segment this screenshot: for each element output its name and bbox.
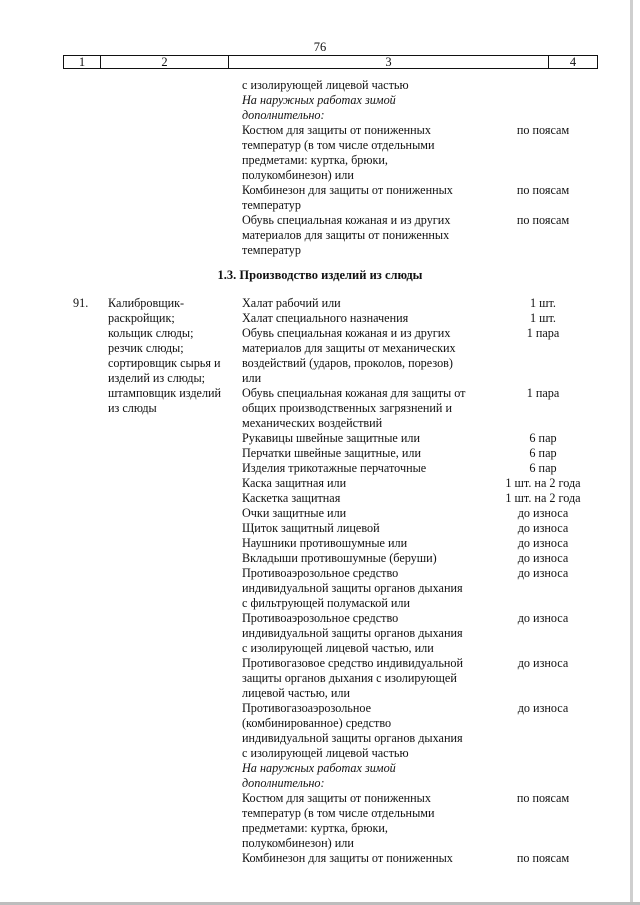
item-text-line: общих производственных загрязнений и [242,401,453,415]
item-text-line: полукомбинезон) или [242,836,354,850]
item-text-line: Каска защитная или [242,476,347,490]
item-text-line: Перчатки швейные защитные, или [242,446,422,460]
item-text-line: Противогазовое средство индивидуальной [242,656,464,670]
item-text-line: температур [242,243,301,257]
item-quantity: по поясам [516,851,570,865]
item-quantity: 6 пар [529,431,557,445]
item-text-line: На наружных работах зимой [242,93,396,107]
entry-number: 91. [73,296,89,310]
item-quantity: по поясам [516,791,570,805]
profession-line: кольщик слюды; [108,326,194,340]
item-text-line: Комбинезон для защиты от пониженных [242,183,453,197]
item-text-line: Противоаэрозольное средство [242,611,399,625]
item-text-line: с фильтрующей полумаской или [242,596,411,610]
header-col-4: 4 [569,55,577,69]
item-text-line: На наружных работах зимой [242,761,396,775]
item-quantity: до износа [517,536,569,550]
profession-line: Калибровщик- [108,296,185,310]
item-quantity: 1 пара [526,326,560,340]
item-text-line: материалов для защиты от пониженных [242,228,450,242]
profession-line: из слюды [108,401,157,415]
item-text-line: индивидуальной защиты органов дыхания [242,581,463,595]
profession-list [108,296,221,416]
item-text-line: Наушники противошумные или [242,536,408,550]
item-text-line: Изделия трикотажные перчаточные [242,461,427,475]
item-text-line: индивидуальной защиты органов дыхания [242,626,463,640]
item-text-line: температур [242,198,301,212]
item-quantity: 1 шт. на 2 года [505,476,581,490]
item-quantity: 1 шт. [530,296,556,310]
profession-line: сортировщик сырья и [108,356,221,370]
item-quantity: 6 пар [529,446,557,460]
item-quantity: 1 пара [526,386,560,400]
item-text-line: с изолирующей лицевой частью, или [242,641,434,655]
item-text-line: механических воздействий [242,416,383,430]
item-text-line: Щиток защитный лицевой [242,521,380,535]
item-text-line: Очки защитные или [242,506,347,520]
item-text-line: Рукавицы швейные защитные или [242,431,420,445]
item-quantity: 1 шт. на 2 года [505,491,581,505]
header-col-3: 3 [229,56,549,68]
item-quantity: до износа [517,566,569,580]
scan-edge [630,0,633,905]
item-text-line: с изолирующей лицевой частью [242,746,409,760]
profession-line: раскройщик; [108,311,175,325]
item-text-line: Обувь специальная кожаная и из других [242,326,451,340]
item-text-line: Обувь специальная кожаная для защиты от [242,386,466,400]
item-quantity: до износа [517,506,569,520]
item-text-line: Халат специального назначения [242,311,409,325]
item-text-line: Халат рабочий или [242,296,341,310]
item-quantity: по поясам [516,183,570,197]
item-text-line: предметами: куртка, брюки, [242,821,388,835]
item-text-line: Противоаэрозольное средство [242,566,399,580]
item-text-line: лицевой частью, или [242,686,351,700]
item-text-line: температур (в том числе отдельными [242,806,435,820]
item-quantity: до износа [517,611,569,625]
item-text-line: температур (в том числе отдельными [242,138,435,152]
item-quantity: 1 шт. [530,311,556,325]
item-text-line: (комбинированное) средство [242,716,392,730]
item-text-line: Вкладыши противошумные (беруши) [242,551,437,565]
profession-line: резчик слюды; [108,341,184,355]
item-text-line: воздействий (ударов, проколов, порезов) [242,356,453,370]
item-text-line: Костюм для защиты от пониженных [242,791,431,805]
item-text-line: защиты органов дыхания с изолирующей [242,671,457,685]
item-quantity: до износа [517,551,569,565]
item-text-line: или [242,371,262,385]
header-col-1: 1 [64,56,101,68]
item-quantity: по поясам [516,123,570,137]
item-text-line: с изолирующей лицевой частью [242,78,409,92]
item-text-line: Обувь специальная кожаная и из других [242,213,451,227]
item-quantity: до износа [517,521,569,535]
item-text-line: индивидуальной защиты органов дыхания [242,731,463,745]
profession-line: штамповщик изделий [108,386,222,400]
page-number: 76 [313,40,327,54]
item-text-line: дополнительно: [242,776,325,790]
header-col-2: 2 [101,56,229,68]
item-text-line: материалов для защиты от механических [242,341,456,355]
item-text-line: Каскетка защитная [242,491,341,505]
item-text-line: полукомбинезон) или [242,168,354,182]
item-quantity: по поясам [516,213,570,227]
item-quantity: 6 пар [529,461,557,475]
item-text-line: предметами: куртка, брюки, [242,153,388,167]
item-quantity: до износа [517,656,569,670]
item-text-line: Комбинезон для защиты от пониженных [242,851,453,865]
section-title: 1.3. Производство изделий из слюды [217,268,423,282]
table-header [63,55,598,69]
item-text-line: дополнительно: [242,108,325,122]
item-text-line: Противогазоаэрозольное [242,701,372,715]
item-text-line: Костюм для защиты от пониженных [242,123,431,137]
profession-line: изделий из слюды; [108,371,206,385]
item-quantity: до износа [517,701,569,715]
